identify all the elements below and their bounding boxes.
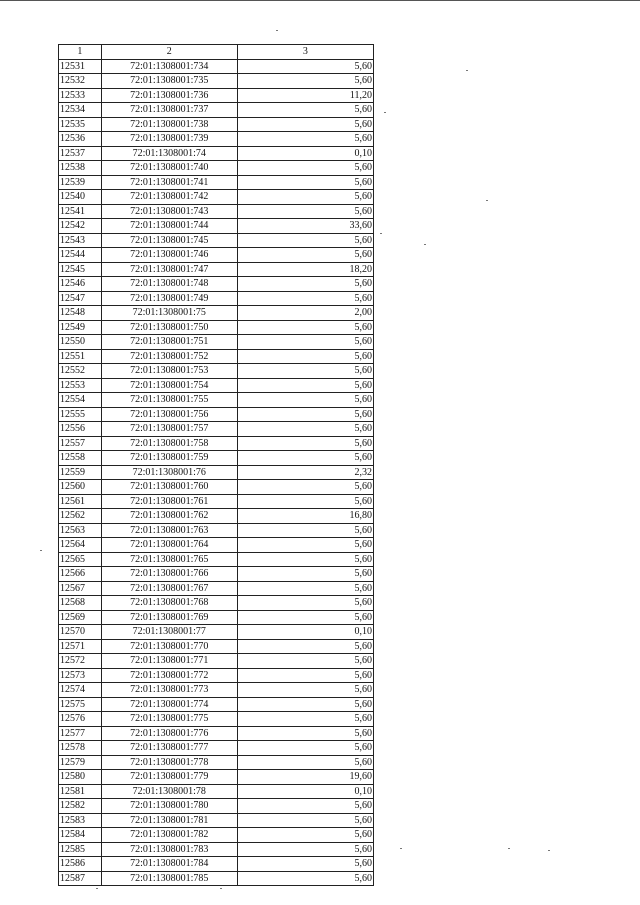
cadastral-number-cell: 72:01:1308001:74 [101, 146, 237, 161]
area-value-cell: 5,60 [237, 596, 373, 611]
cadastral-number-cell: 72:01:1308001:774 [101, 697, 237, 712]
area-value-cell: 5,60 [237, 248, 373, 263]
area-value-cell: 5,60 [237, 349, 373, 364]
table-row [59, 596, 374, 611]
area-value-cell: 2,32 [237, 465, 373, 480]
table-row [59, 567, 374, 582]
cadastral-number-cell: 72:01:1308001:767 [101, 581, 237, 596]
table-row [59, 277, 374, 292]
scan-speck [220, 888, 222, 889]
table-row [59, 291, 374, 306]
cadastral-number-cell: 72:01:1308001:736 [101, 88, 237, 103]
row-number-cell: 12580 [59, 770, 102, 785]
row-number-cell: 12541 [59, 204, 102, 219]
table-row [59, 175, 374, 190]
area-value-cell: 0,10 [237, 146, 373, 161]
column-header-cadastral: 2 [101, 45, 237, 60]
scan-speck [548, 850, 550, 851]
table-row [59, 248, 374, 263]
row-number-cell: 12583 [59, 813, 102, 828]
area-value-cell: 5,60 [237, 871, 373, 886]
area-value-cell: 5,60 [237, 436, 373, 451]
table-row [59, 436, 374, 451]
scan-speck [424, 244, 426, 245]
table-row [59, 625, 374, 640]
row-number-cell: 12571 [59, 639, 102, 654]
table-row [59, 306, 374, 321]
area-value-cell: 5,60 [237, 610, 373, 625]
cadastral-number-cell: 72:01:1308001:751 [101, 335, 237, 350]
table-row [59, 161, 374, 176]
scan-speck [40, 550, 42, 551]
row-number-cell: 12531 [59, 59, 102, 74]
cadastral-number-cell: 72:01:1308001:779 [101, 770, 237, 785]
table-row [59, 509, 374, 524]
row-number-cell: 12539 [59, 175, 102, 190]
table-row [59, 378, 374, 393]
row-number-cell: 12565 [59, 552, 102, 567]
cadastral-number-cell: 72:01:1308001:743 [101, 204, 237, 219]
row-number-cell: 12548 [59, 306, 102, 321]
row-number-cell: 12562 [59, 509, 102, 524]
area-value-cell: 5,60 [237, 741, 373, 756]
table-row [59, 741, 374, 756]
cadastral-number-cell: 72:01:1308001:748 [101, 277, 237, 292]
cadastral-number-cell: 72:01:1308001:740 [101, 161, 237, 176]
row-number-cell: 12563 [59, 523, 102, 538]
table-row [59, 262, 374, 277]
table-row [59, 828, 374, 843]
table-body [59, 45, 374, 886]
cadastral-number-cell: 72:01:1308001:744 [101, 219, 237, 234]
table-row [59, 581, 374, 596]
table-row [59, 784, 374, 799]
table-row [59, 726, 374, 741]
row-number-cell: 12579 [59, 755, 102, 770]
area-value-cell: 5,60 [237, 393, 373, 408]
table-row [59, 712, 374, 727]
header-row [59, 45, 374, 60]
cadastral-number-cell: 72:01:1308001:738 [101, 117, 237, 132]
area-value-cell: 5,60 [237, 233, 373, 248]
row-number-cell: 12544 [59, 248, 102, 263]
cadastral-number-cell: 72:01:1308001:769 [101, 610, 237, 625]
table-row [59, 335, 374, 350]
row-number-cell: 12585 [59, 842, 102, 857]
area-value-cell: 5,60 [237, 407, 373, 422]
row-number-cell: 12586 [59, 857, 102, 872]
area-value-cell: 5,60 [237, 117, 373, 132]
cadastral-number-cell: 72:01:1308001:752 [101, 349, 237, 364]
table-row [59, 190, 374, 205]
table-row [59, 74, 374, 89]
cadastral-number-cell: 72:01:1308001:742 [101, 190, 237, 205]
row-number-cell: 12533 [59, 88, 102, 103]
table-row [59, 552, 374, 567]
area-value-cell: 5,60 [237, 277, 373, 292]
cadastral-number-cell: 72:01:1308001:754 [101, 378, 237, 393]
table-row [59, 451, 374, 466]
cadastral-number-cell: 72:01:1308001:741 [101, 175, 237, 190]
area-value-cell: 5,60 [237, 494, 373, 509]
row-number-cell: 12566 [59, 567, 102, 582]
row-number-cell: 12552 [59, 364, 102, 379]
cadastral-number-cell: 72:01:1308001:778 [101, 755, 237, 770]
cadastral-number-cell: 72:01:1308001:746 [101, 248, 237, 263]
table-row [59, 204, 374, 219]
row-number-cell: 12572 [59, 654, 102, 669]
table-row [59, 103, 374, 118]
cadastral-number-cell: 72:01:1308001:768 [101, 596, 237, 611]
row-number-cell: 12568 [59, 596, 102, 611]
row-number-cell: 12549 [59, 320, 102, 335]
cadastral-number-cell: 72:01:1308001:763 [101, 523, 237, 538]
area-value-cell: 5,60 [237, 581, 373, 596]
area-value-cell: 5,60 [237, 639, 373, 654]
row-number-cell: 12538 [59, 161, 102, 176]
cadastral-number-cell: 72:01:1308001:762 [101, 509, 237, 524]
cadastral-number-cell: 72:01:1308001:775 [101, 712, 237, 727]
cadastral-number-cell: 72:01:1308001:785 [101, 871, 237, 886]
area-value-cell: 5,60 [237, 668, 373, 683]
table-row [59, 364, 374, 379]
row-number-cell: 12561 [59, 494, 102, 509]
table-row [59, 59, 374, 74]
table-row [59, 320, 374, 335]
cadastral-number-cell: 72:01:1308001:78 [101, 784, 237, 799]
cadastral-number-cell: 72:01:1308001:776 [101, 726, 237, 741]
area-value-cell: 5,60 [237, 320, 373, 335]
scan-speck [96, 888, 98, 889]
cadastral-number-cell: 72:01:1308001:75 [101, 306, 237, 321]
column-header-number: 1 [59, 45, 102, 60]
area-value-cell: 19,60 [237, 770, 373, 785]
cadastral-number-cell: 72:01:1308001:773 [101, 683, 237, 698]
table-row [59, 349, 374, 364]
table-row [59, 857, 374, 872]
cadastral-number-cell: 72:01:1308001:737 [101, 103, 237, 118]
row-number-cell: 12556 [59, 422, 102, 437]
area-value-cell: 16,80 [237, 509, 373, 524]
cadastral-number-cell: 72:01:1308001:771 [101, 654, 237, 669]
area-value-cell: 5,60 [237, 422, 373, 437]
table-row [59, 755, 374, 770]
cadastral-number-cell: 72:01:1308001:761 [101, 494, 237, 509]
row-number-cell: 12578 [59, 741, 102, 756]
row-number-cell: 12542 [59, 219, 102, 234]
area-value-cell: 5,60 [237, 697, 373, 712]
cadastral-number-cell: 72:01:1308001:753 [101, 364, 237, 379]
scan-speck [380, 233, 382, 234]
table-row [59, 610, 374, 625]
table-row [59, 842, 374, 857]
cadastral-number-cell: 72:01:1308001:772 [101, 668, 237, 683]
row-number-cell: 12575 [59, 697, 102, 712]
table-row [59, 639, 374, 654]
table-row [59, 697, 374, 712]
column-header-area: 3 [237, 45, 373, 60]
cadastral-number-cell: 72:01:1308001:780 [101, 799, 237, 814]
area-value-cell: 11,20 [237, 88, 373, 103]
scan-speck [384, 112, 386, 113]
area-value-cell: 5,60 [237, 828, 373, 843]
area-value-cell: 5,60 [237, 378, 373, 393]
area-value-cell: 18,20 [237, 262, 373, 277]
cadastral-number-cell: 72:01:1308001:747 [101, 262, 237, 277]
table-row [59, 146, 374, 161]
cadastral-number-cell: 72:01:1308001:781 [101, 813, 237, 828]
row-number-cell: 12555 [59, 407, 102, 422]
table-row [59, 770, 374, 785]
area-value-cell: 0,10 [237, 625, 373, 640]
row-number-cell: 12545 [59, 262, 102, 277]
cadastral-number-cell: 72:01:1308001:749 [101, 291, 237, 306]
row-number-cell: 12559 [59, 465, 102, 480]
table-row [59, 465, 374, 480]
area-value-cell: 5,60 [237, 190, 373, 205]
row-number-cell: 12536 [59, 132, 102, 147]
area-value-cell: 5,60 [237, 59, 373, 74]
area-value-cell: 5,60 [237, 364, 373, 379]
area-value-cell: 5,60 [237, 523, 373, 538]
area-value-cell: 2,00 [237, 306, 373, 321]
area-value-cell: 5,60 [237, 712, 373, 727]
row-number-cell: 12550 [59, 335, 102, 350]
area-value-cell: 5,60 [237, 451, 373, 466]
cadastral-number-cell: 72:01:1308001:735 [101, 74, 237, 89]
cadastral-number-cell: 72:01:1308001:760 [101, 480, 237, 495]
area-value-cell: 5,60 [237, 552, 373, 567]
cadastral-number-cell: 72:01:1308001:77 [101, 625, 237, 640]
cadastral-number-cell: 72:01:1308001:766 [101, 567, 237, 582]
scan-speck [486, 200, 488, 201]
cadastral-number-cell: 72:01:1308001:734 [101, 59, 237, 74]
cadastral-number-cell: 72:01:1308001:755 [101, 393, 237, 408]
cadastral-number-cell: 72:01:1308001:745 [101, 233, 237, 248]
row-number-cell: 12558 [59, 451, 102, 466]
area-value-cell: 5,60 [237, 161, 373, 176]
area-value-cell: 5,60 [237, 683, 373, 698]
row-number-cell: 12573 [59, 668, 102, 683]
area-value-cell: 5,60 [237, 654, 373, 669]
cadastral-number-cell: 72:01:1308001:764 [101, 538, 237, 553]
cadastral-number-cell: 72:01:1308001:739 [101, 132, 237, 147]
area-value-cell: 5,60 [237, 291, 373, 306]
cadastral-number-cell: 72:01:1308001:783 [101, 842, 237, 857]
row-number-cell: 12564 [59, 538, 102, 553]
table-row [59, 494, 374, 509]
row-number-cell: 12581 [59, 784, 102, 799]
row-number-cell: 12553 [59, 378, 102, 393]
row-number-cell: 12574 [59, 683, 102, 698]
table-row [59, 219, 374, 234]
area-value-cell: 5,60 [237, 132, 373, 147]
cadastral-table [58, 44, 374, 886]
table-row [59, 88, 374, 103]
row-number-cell: 12535 [59, 117, 102, 132]
row-number-cell: 12540 [59, 190, 102, 205]
table-row [59, 538, 374, 553]
table-row [59, 407, 374, 422]
scan-top-edge [0, 0, 640, 1]
row-number-cell: 12587 [59, 871, 102, 886]
cadastral-number-cell: 72:01:1308001:758 [101, 436, 237, 451]
scan-speck [276, 30, 278, 31]
row-number-cell: 12543 [59, 233, 102, 248]
table-row [59, 393, 374, 408]
table-row [59, 132, 374, 147]
table-row [59, 233, 374, 248]
area-value-cell: 5,60 [237, 335, 373, 350]
row-number-cell: 12547 [59, 291, 102, 306]
row-number-cell: 12577 [59, 726, 102, 741]
row-number-cell: 12546 [59, 277, 102, 292]
table-row [59, 683, 374, 698]
table-row [59, 813, 374, 828]
cadastral-number-cell: 72:01:1308001:784 [101, 857, 237, 872]
area-value-cell: 5,60 [237, 103, 373, 118]
row-number-cell: 12557 [59, 436, 102, 451]
row-number-cell: 12584 [59, 828, 102, 843]
row-number-cell: 12582 [59, 799, 102, 814]
row-number-cell: 12534 [59, 103, 102, 118]
scan-speck [400, 848, 402, 849]
table-row [59, 668, 374, 683]
area-value-cell: 5,60 [237, 726, 373, 741]
cadastral-number-cell: 72:01:1308001:750 [101, 320, 237, 335]
table-row [59, 523, 374, 538]
row-number-cell: 12569 [59, 610, 102, 625]
table-row [59, 117, 374, 132]
cadastral-number-cell: 72:01:1308001:76 [101, 465, 237, 480]
area-value-cell: 5,60 [237, 799, 373, 814]
row-number-cell: 12537 [59, 146, 102, 161]
cadastral-number-cell: 72:01:1308001:759 [101, 451, 237, 466]
area-value-cell: 5,60 [237, 175, 373, 190]
row-number-cell: 12567 [59, 581, 102, 596]
cadastral-number-cell: 72:01:1308001:757 [101, 422, 237, 437]
scan-speck [508, 848, 510, 849]
area-value-cell: 33,60 [237, 219, 373, 234]
table-row [59, 422, 374, 437]
row-number-cell: 12570 [59, 625, 102, 640]
row-number-cell: 12560 [59, 480, 102, 495]
table-row [59, 871, 374, 886]
area-value-cell: 5,60 [237, 204, 373, 219]
area-value-cell: 5,60 [237, 74, 373, 89]
row-number-cell: 12532 [59, 74, 102, 89]
cadastral-number-cell: 72:01:1308001:782 [101, 828, 237, 843]
cadastral-number-cell: 72:01:1308001:777 [101, 741, 237, 756]
table-row [59, 654, 374, 669]
area-value-cell: 5,60 [237, 755, 373, 770]
area-value-cell: 5,60 [237, 480, 373, 495]
row-number-cell: 12551 [59, 349, 102, 364]
table-row [59, 480, 374, 495]
area-value-cell: 5,60 [237, 538, 373, 553]
area-value-cell: 5,60 [237, 813, 373, 828]
cadastral-number-cell: 72:01:1308001:756 [101, 407, 237, 422]
area-value-cell: 5,60 [237, 842, 373, 857]
row-number-cell: 12576 [59, 712, 102, 727]
cadastral-number-cell: 72:01:1308001:770 [101, 639, 237, 654]
area-value-cell: 5,60 [237, 567, 373, 582]
cadastral-number-cell: 72:01:1308001:765 [101, 552, 237, 567]
scan-speck [466, 70, 468, 71]
table-row [59, 799, 374, 814]
area-value-cell: 0,10 [237, 784, 373, 799]
area-value-cell: 5,60 [237, 857, 373, 872]
row-number-cell: 12554 [59, 393, 102, 408]
